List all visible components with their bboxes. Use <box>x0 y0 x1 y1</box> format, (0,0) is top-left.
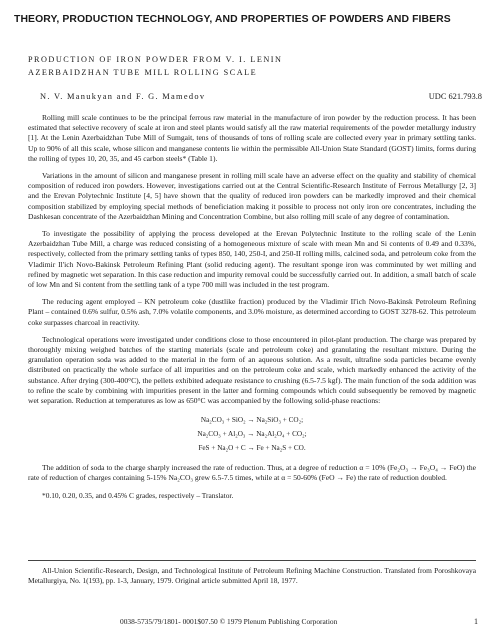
paragraph-5: Technological operations were investigated under conditions close to those encountered in pilot-plant production. The charge was prepared by thoroughly mixing weighed batches of the starting materials (scale and petroleum coke) and granulating the resultant mixture. During the granulation operation soda was added to the material in the form of an aqueous solution. As a result, ultrafine soda particles became evenly distributed on practically the whole surface of all impurities and on the petroleum coke and scale, which markedly enhanced the activity of the substance. After drying (300-400°C), the pellets exhibited adequate resistance to crushing (6.5-7.5 kgf). The main function of the soda addition was to refine the scale by combining with impurities present in the latter and forming compounds which could subsequently be removed by magnetic wet separation. Reduction at temperatures as low as 650°C was accompanied by the following solid-phase reactions: <box>28 334 476 406</box>
article-title-line-1: PRODUCTION OF IRON POWDER FROM V. I. LENIN <box>28 55 283 64</box>
authors: N. V. Manukyan and F. G. Mamedov <box>40 92 206 101</box>
article-title-line-2: AZERBAIDZHAN TUBE MILL ROLLING SCALE <box>28 68 258 77</box>
footnote-rule <box>28 560 476 561</box>
page-number: 1 <box>474 617 478 626</box>
udc-code: UDC 621.793.8 <box>428 92 482 101</box>
paragraph-1: Rolling mill scale continues to be the principal ferrous raw material in the manufacture of iron powder by the reduction process. It has been estimated that selective recovery of scale at iron and steel plants would satisfy all the raw material requirements of the powder metallurgy industry [1]. At the Lenin Azerbaidzhan Tube Mill of Sumgait, tens of thousands of tons of rolling scale are collected every year in primary settling tanks. Up to 90% of all this scale, whose silicon and manganese contents lie within the permissible All-Union State Standard (GOST) limits, forms during the rolling of types 10, 20, 35, and 45 carbon steels* (Table 1). <box>28 113 476 163</box>
copyright-footer: 0038-5735/79/1801- 0001$07.50 © 1979 Plenum Publishing Corporation <box>120 617 338 626</box>
paragraph-6: The addition of soda to the charge sharply increased the rate of reduction. Thus, at a degree of reduction α = 10% (Fe₂O₃ → Fe₃O₄ → FeO) the rate of reduction of charges containing 5-15% Na₂CO₃ grew 6.5-7.5 times, while at α = 50-60% (FeO → Fe) the rate of reduction doubled. <box>28 463 476 483</box>
paragraph-4: The reducing agent employed – KN petroleum coke (dustlike fraction) produced by the Vladimir Il'ich Novo-Bakinsk Petroleum Refining Plant – contained 0.6% sulfur, 0.5% ash, 7.0% volatile components, and 3.0% moisture, as determined according to GOST 3278-62. This petroleum coke surpasses charcoal in reactivity. <box>28 297 476 327</box>
equation-1: Na₂CO₃ + SiO₂ → Na₂SiO₃ + CO₂; <box>200 416 304 425</box>
affiliation-note: All-Union Scientific-Research, Design, and Technological Institute of Petroleum Refining Machine Construction. Translated from Poroshkovaya Metallurgiya, No. 1(193), pp. 1-3, January, 1979. Original article submitted April 18, 1977. <box>28 566 476 585</box>
paragraph-2: Variations in the amount of silicon and manganese present in rolling mill scale have an adverse effect on the quality and stability of chemical composition of reduced iron powders. However, investigations carried out at the Central Scientific-Research Institute of Ferrous Metallurgy [2, 3] and the Erevan Polytechnic Institute [4, 5] have shown that the quality of reduced iron powders can be markedly improved and their chemical composition stabilized by employing special methods of beneficiation making it possible to process not only iron ore concentrates, including the Dashkesan concentrate of the Azerbaidzhan Mining and Concentration Combine, but also rolling mill scale of any degree of contamination. <box>28 171 476 221</box>
equation-2: Na₂CO₃ + Al₂O₃ → Na₂Al₂O₄ + CO₂; <box>197 430 307 439</box>
equation-block <box>28 413 476 455</box>
article-body <box>28 113 476 508</box>
equation-3: FeS + Na₂O + C → Fe + Na₂S + CO. <box>198 444 306 453</box>
journal-section-heading: THEORY, PRODUCTION TECHNOLOGY, AND PROPERTIES OF POWDERS AND FIBERS <box>14 14 451 25</box>
footnote: *0.10, 0.20, 0.35, and 0.45% C grades, respectively – Translator. <box>42 490 234 500</box>
paragraph-3: To investigate the possibility of applying the process developed at the Erevan Polytechnic Institute to the rolling scale of the Lenin Azerbaidzhan Tube Mill, a charge was reduced consisting of a homogeneous mixture of scale with mean Mn and Si contents of 0.49 and 0.33%, respectively, collected from the primary settling tanks of types 850, 140, 250-I, and 250-II rolling mills, calcined soda, and petroleum coke from the Vladimir Il'ich Novo-Bakinsk Petroleum Refining Plant (solid reducing agent). The resultant sponge iron was comminuted by wet milling and refined by magnetic wet separation. In this case reduction and impurity removal could be successfully carried out. In addition, a small batch of scale of low Mn and Si content from the settling tank of a type 700 mill was included in the test program. <box>28 229 476 290</box>
